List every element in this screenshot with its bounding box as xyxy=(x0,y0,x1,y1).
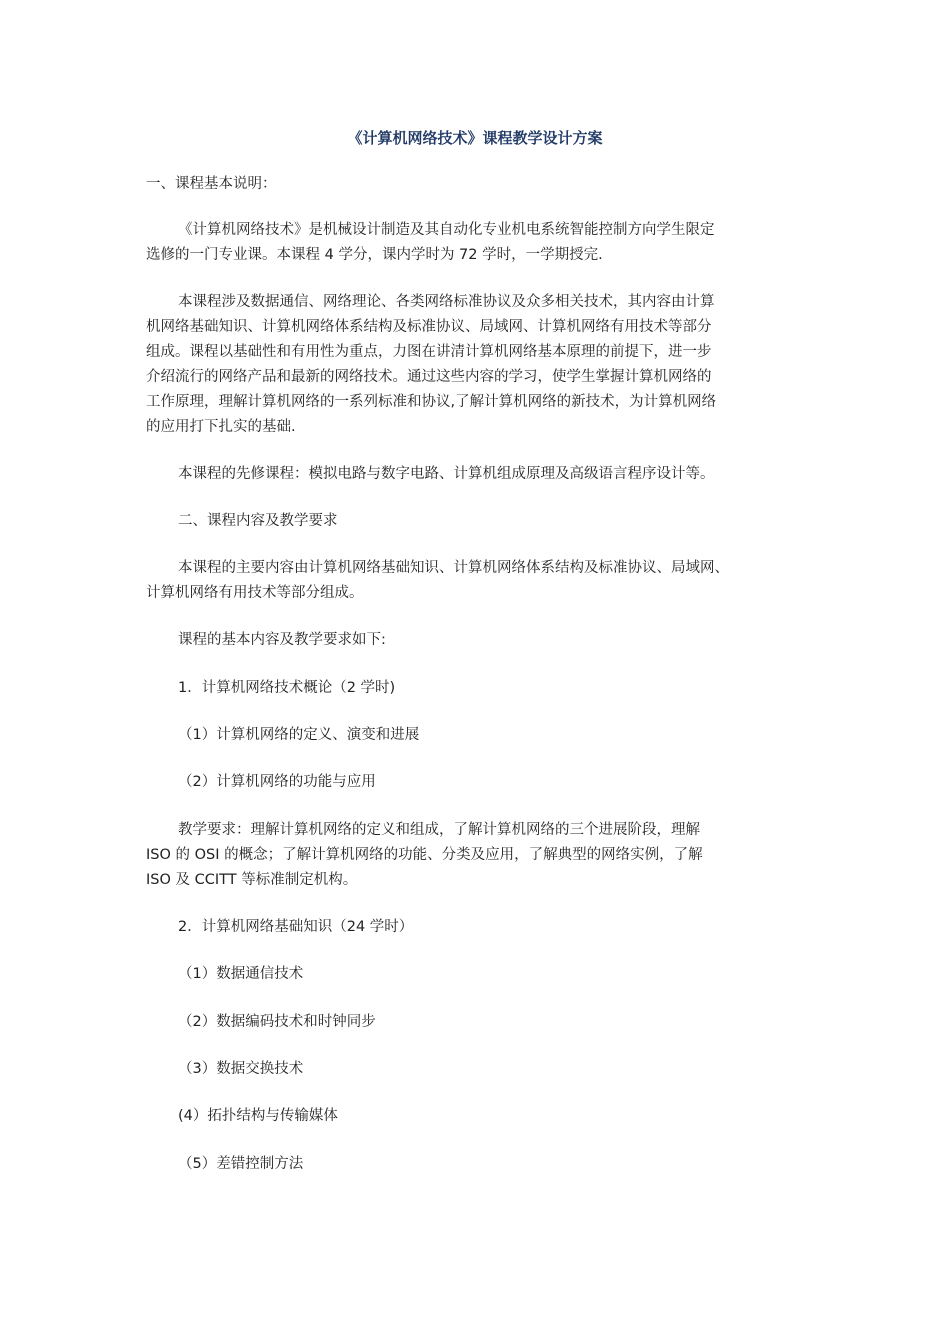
paragraph-line: 机网络基础知识、计算机网络体系结构及标准协议、局域网、计算机网络有用技术等部分 xyxy=(146,319,712,335)
paragraph-line: 的应用打下扎实的基础. xyxy=(146,419,296,435)
chapter1-item-2: （2）计算机网络的功能与应用 xyxy=(178,774,376,790)
paragraph-line: 组成。课程以基础性和有用性为重点，力图在讲清计算机网络基本原理的前提下，进一步 xyxy=(146,344,712,360)
chapter2-item-4: (4）拓扑结构与传输媒体 xyxy=(178,1108,338,1124)
content-paragraph xyxy=(146,556,816,606)
paragraph-line: ISO 及 CCITT 等标准制定机构。 xyxy=(146,872,358,888)
chapter2-item-1: （1）数据通信技术 xyxy=(178,966,304,982)
paragraph-line: ISO 的 OSI 的概念；了解计算机网络的功能、分类及应用，了解典型的网络实例，了解 xyxy=(146,847,703,863)
chapter2-item-3: （3）数据交换技术 xyxy=(178,1061,304,1077)
chapter2-item-5: （5）差错控制方法 xyxy=(178,1156,304,1172)
paragraph-line: 教学要求：理解计算机网络的定义和组成，了解计算机网络的三个进展阶段，理解 xyxy=(178,822,700,838)
prerequisite-paragraph: 本课程的先修课程：模拟电路与数字电路、计算机组成原理及高级语言程序设计等。 xyxy=(178,466,715,482)
section1-heading: 一、课程基本说明： xyxy=(146,176,277,192)
chapter2-item-2: （2）数据编码技术和时钟同步 xyxy=(178,1014,376,1030)
paragraph-line: 介绍流行的网络产品和最新的网络技术。通过这些内容的学习，使学生掌握计算机网络的 xyxy=(146,369,712,385)
chapter1-item-1: （1）计算机网络的定义、演变和进展 xyxy=(178,727,420,743)
paragraph-line: 本课程的主要内容由计算机网络基础知识、计算机网络体系结构及标准协议、局域网、 xyxy=(178,560,729,576)
content-intro: 课程的基本内容及教学要求如下: xyxy=(178,632,386,648)
paragraph-line: 《计算机网络技术》是机械设计制造及其自动化专业机电系统智能控制方向学生限定 xyxy=(178,222,715,238)
chapter1-requirement xyxy=(146,818,816,893)
document-title: 《计算机网络技术》课程教学设计方案 xyxy=(347,129,603,147)
chapter2-heading: 2．计算机网络基础知识（24 学时） xyxy=(178,919,414,935)
paragraph-line: 选修的一门专业课。本课程 4 学分，课内学时为 72 学时，一学期授完. xyxy=(146,247,603,263)
intro-paragraph-1 xyxy=(146,218,816,268)
paragraph-line: 计算机网络有用技术等部分组成。 xyxy=(146,585,364,601)
chapter1-heading: 1．计算机网络技术概论（2 学时) xyxy=(178,680,396,696)
paragraph-line: 本课程涉及数据通信、网络理论、各类网络标准协议及众多相关技术，其内容由计算 xyxy=(178,294,715,310)
intro-paragraph-2 xyxy=(146,290,816,440)
section2-heading: 二、课程内容及教学要求 xyxy=(178,513,338,529)
paragraph-line: 工作原理，理解计算机网络的一系列标准和协议,了解计算机网络的新技术，为计算机网络 xyxy=(146,394,717,410)
